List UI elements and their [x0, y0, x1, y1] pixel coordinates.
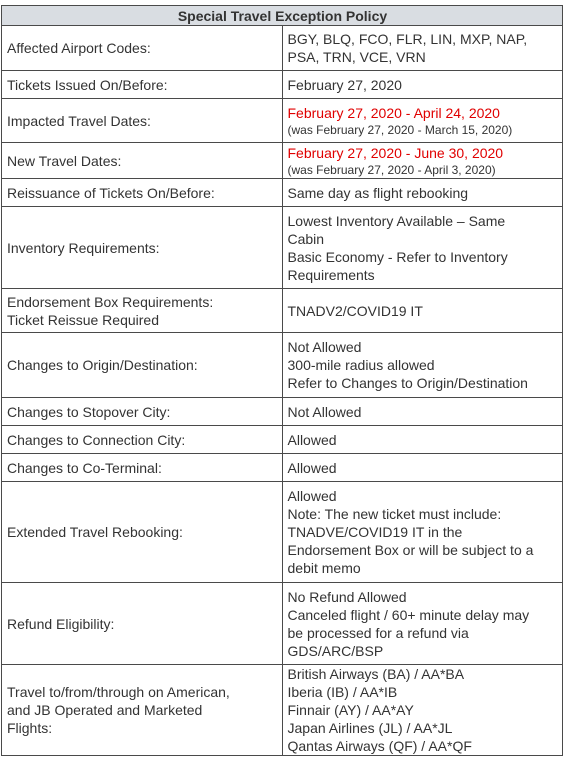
row-value-line: Not Allowed: [287, 403, 362, 420]
row-value-line: Canceled flight / 60+ minute delay may: [287, 606, 530, 623]
row-label-line: Changes to Stopover City:: [7, 403, 171, 420]
row-value: [282, 583, 563, 665]
row-label: [2, 289, 283, 333]
table-row: [2, 179, 563, 207]
row-label-line: and JB Operated and Marketed: [7, 702, 203, 718]
row-value-line: February 27, 2020 - June 30, 2020: [287, 144, 504, 161]
policy-table: [1, 5, 563, 756]
table-row: [2, 99, 563, 143]
row-value-line: debit memo: [287, 560, 361, 576]
row-value-line: Note: The new ticket must include:: [287, 506, 502, 522]
row-label: [2, 71, 283, 99]
row-value-line: British Airways (BA) / AA*BA: [287, 666, 465, 682]
row-value-line: be processed for a refund via: [287, 624, 469, 641]
previous-dates-note: (was February 27, 2020 - March 15, 2020): [287, 122, 513, 137]
row-value-line: Cabin: [287, 230, 325, 247]
row-value: [282, 26, 563, 71]
row-value-line: Allowed: [287, 488, 337, 504]
table-row: [2, 26, 563, 71]
row-value-line: No Refund Allowed: [287, 588, 407, 605]
row-label: [2, 426, 283, 454]
policy-rows: [2, 26, 563, 756]
row-value-line: Allowed: [287, 459, 337, 476]
row-label: [2, 207, 283, 289]
table-row: [2, 426, 563, 454]
table-row: [2, 665, 563, 756]
row-value-line: Lowest Inventory Available – Same: [287, 212, 506, 229]
row-label-line: Extended Travel Rebooking:: [7, 524, 183, 540]
row-value-line: Same day as flight rebooking: [287, 184, 469, 201]
row-label-line: Flights:: [7, 720, 53, 736]
row-label: [2, 179, 283, 207]
policy-title: Special Travel Exception Policy: [2, 6, 563, 26]
row-value: [282, 426, 563, 454]
previous-dates-note: (was February 27, 2020 - April 3, 2020): [287, 162, 496, 177]
row-value-line: Requirements: [287, 266, 375, 283]
row-label: [2, 26, 283, 71]
table-row: [2, 71, 563, 99]
row-value-line: February 27, 2020: [287, 76, 402, 93]
row-label-line: Impacted Travel Dates:: [7, 112, 151, 129]
table-row: [2, 454, 563, 482]
table-row: [2, 583, 563, 665]
row-label-line: Changes to Origin/Destination:: [7, 357, 198, 373]
row-label-line: Inventory Requirements:: [7, 239, 160, 256]
row-label: [2, 482, 283, 583]
table-row: [2, 289, 563, 333]
row-value-line: PSA, TRN, VCE, VRN: [287, 49, 426, 65]
row-value: [282, 99, 563, 143]
table-row: [2, 333, 563, 398]
row-value-line: BGY, BLQ, FCO, FLR, LIN, MXP, NAP,: [287, 31, 528, 47]
row-value: [282, 454, 563, 482]
row-value-line: 300-mile radius allowed: [287, 357, 435, 373]
row-value-line: February 27, 2020 - April 24, 2020: [287, 104, 500, 121]
row-label-line: Endorsement Box Requirements:: [7, 293, 214, 310]
row-value: [282, 143, 563, 179]
row-value-line: Finnair (AY) / AA*AY: [287, 702, 414, 718]
row-label-line: Affected Airport Codes:: [7, 40, 151, 56]
row-label: [2, 454, 283, 482]
row-value-line: Japan Airlines (JL) / AA*JL: [287, 720, 453, 736]
table-header-row: [2, 6, 563, 26]
table-row: [2, 143, 563, 179]
row-value-line: Endorsement Box or will be subject to a: [287, 542, 534, 558]
row-label-line: Reissuance of Tickets On/Before:: [7, 184, 215, 201]
row-label-line: Changes to Connection City:: [7, 431, 186, 448]
row-value-line: Iberia (IB) / AA*IB: [287, 684, 398, 700]
table-row: [2, 482, 563, 583]
row-value-line: Basic Economy - Refer to Inventory: [287, 248, 508, 265]
row-label: [2, 398, 283, 426]
row-label: [2, 583, 283, 665]
row-label-line: Refund Eligibility:: [7, 615, 115, 632]
row-label-line: Changes to Co-Terminal:: [7, 459, 162, 476]
row-value: [282, 398, 563, 426]
row-value: [282, 179, 563, 207]
row-value-line: GDS/ARC/BSP: [287, 642, 384, 659]
table-row: [2, 207, 563, 289]
row-label-line: Travel to/from/through on American,: [7, 684, 230, 700]
row-label-line: Tickets Issued On/Before:: [7, 76, 168, 93]
row-value: [282, 207, 563, 289]
row-value-line: Refer to Changes to Origin/Destination: [287, 375, 528, 391]
row-value: [282, 665, 563, 756]
row-value-line: Not Allowed: [287, 339, 362, 355]
row-label: [2, 99, 283, 143]
row-value: [282, 333, 563, 398]
row-label: [2, 333, 283, 398]
row-value: [282, 71, 563, 99]
table-row: [2, 398, 563, 426]
row-value-line: Qantas Airways (QF) / AA*QF: [287, 738, 472, 754]
row-value: [282, 482, 563, 583]
row-value: [282, 289, 563, 333]
row-label-line: New Travel Dates:: [7, 152, 122, 169]
row-value-line: TNADV2/COVID19 IT: [287, 302, 423, 319]
row-value-line: Allowed: [287, 431, 337, 448]
row-label: [2, 143, 283, 179]
row-label-line: Ticket Reissue Required: [7, 311, 159, 328]
row-label: [2, 665, 283, 756]
row-value-line: TNADVE/COVID19 IT in the: [287, 524, 463, 540]
